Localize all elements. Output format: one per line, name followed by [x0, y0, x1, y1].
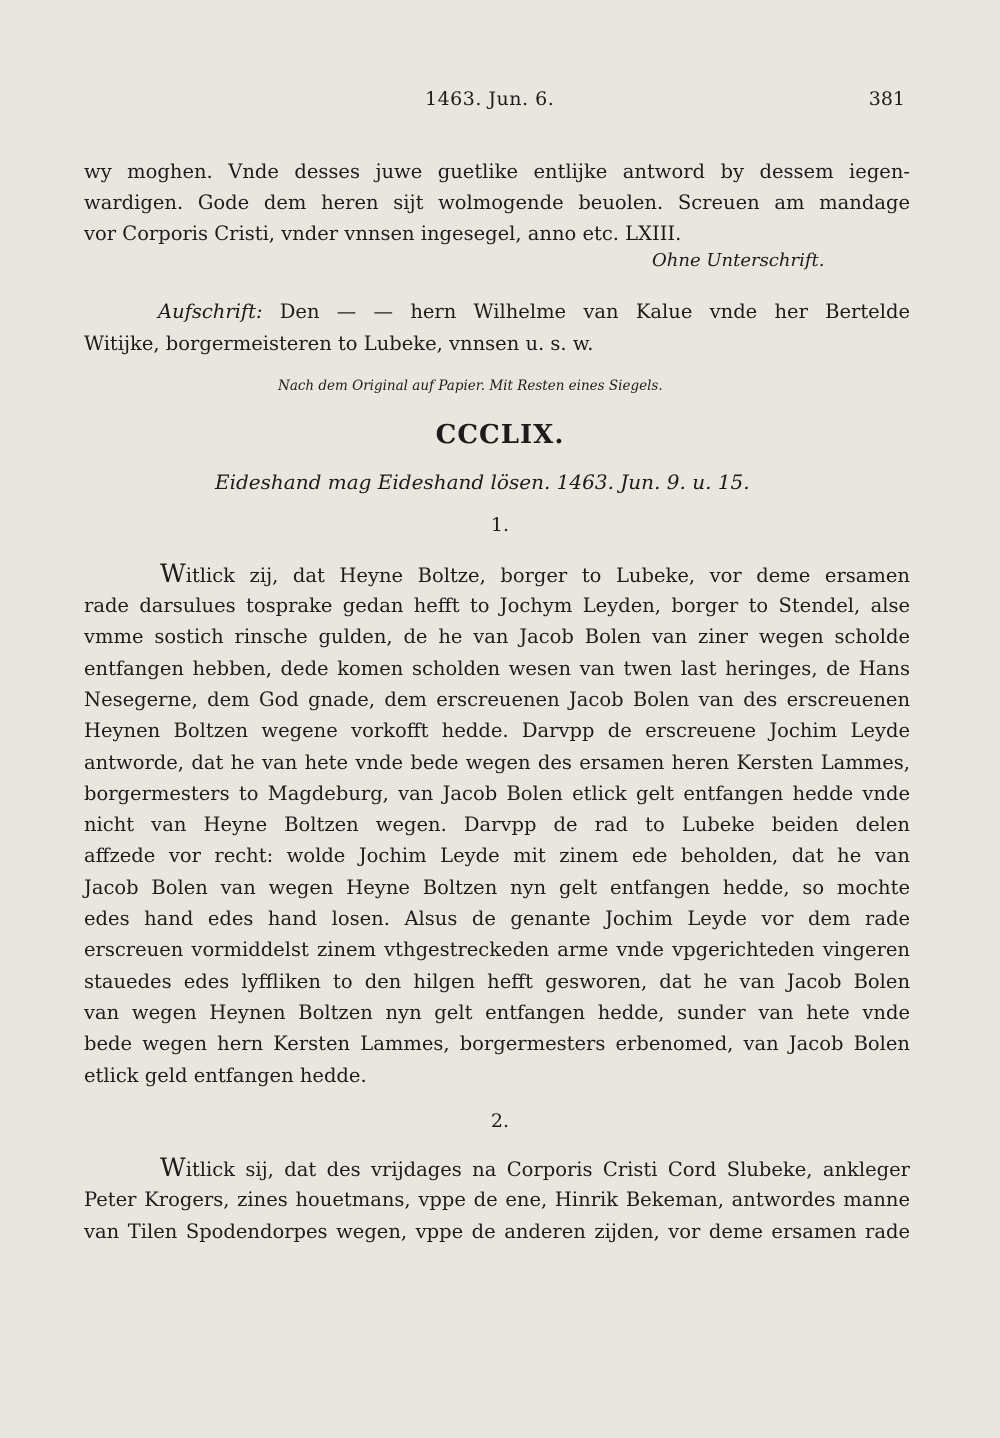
text-line: erscreuen vormiddelst zinem vthgestreckeden arme vnde vpgerichteden vingeren	[84, 938, 910, 962]
text-line: borgermesters to Magdeburg, van Jacob Bolen etlick gelt entfangen hedde vnde	[84, 781, 910, 805]
text-line: rade darsulues tosprake gedan hefft to Jochym Leyden, borger to Stendel, alse	[84, 594, 910, 617]
text-line: edes hand edes hand losen. Alsus de genante Jochim Leyde vor dem rade	[84, 907, 910, 930]
initial-letter: W	[160, 559, 186, 588]
text-line: Jacob Bolen van wegen Heyne Boltzen nyn gelt entfangen hedde, so mochte	[84, 875, 910, 899]
text-line: etlick geld entfangen hedde.	[84, 1063, 367, 1087]
text-line: itlick sij, dat des vrijdages na Corporis Cristi Cord Slubeke, ankleger	[185, 1158, 910, 1181]
text-line: bede wegen hern Kersten Lammes, borgermesters erbenomed, van Jacob Bolen	[84, 1032, 910, 1056]
text-line: Nesegerne, dem God gnade, dem erscreuenen Jacob Bolen van des erscreuenen	[84, 687, 910, 711]
text-line: van Tilen Spodendorpes wegen, vppe de anderen zijden, vor deme ersamen rade	[84, 1219, 910, 1243]
section2-first-line	[160, 1154, 910, 1184]
text-line: vor Corporis Cristi, vnder vnnsen ingesegel, anno etc. LXIII.	[84, 222, 682, 245]
section-number-1: 1.	[490, 514, 510, 536]
page-number: 381	[868, 88, 905, 110]
text-line: Peter Krogers, zines houetmans, vppe de ene, Hinrik Bekeman, antwordes manne	[84, 1188, 910, 1211]
address-line-1	[158, 298, 910, 326]
text-line: affzede vor recht: wolde Jochim Leyde mit zinem ede beholden, dat he van	[84, 844, 910, 868]
text-line: stauedes edes lyffliken to den hilgen hefft gesworen, dat he van Jacob Bolen	[84, 969, 910, 993]
source-note: Nach dem Original auf Papier. Mit Resten eines Siegels.	[278, 378, 663, 394]
header-date: 1463. Jun. 6.	[425, 88, 555, 110]
text-line: wy moghen. Vnde desses juwe guetlike entlijke antword by dessem iegen-	[84, 160, 910, 183]
section-number-2: 2.	[490, 1110, 510, 1132]
address-line-2: Witijke, borgermeisteren to Lubeke, vnnsen u. s. w.	[84, 332, 594, 355]
text-line: antworde, dat he van hete vnde bede wegen des ersamen heren Kersten Lammes,	[84, 750, 910, 774]
text-line: nicht van Heyne Boltzen wegen. Darvpp de rad to Lubeke beiden delen	[84, 813, 910, 837]
initial-letter: W	[160, 1153, 186, 1182]
text-line: Heynen Boltzen wegene vorkofft hedde. Darvpp de erscreuene Jochim Leyde	[84, 719, 910, 743]
text-line: entfangen hebben, dede komen scholden wesen van twen last heringes, de Hans	[84, 656, 910, 680]
document-subtitle: Eideshand mag Eideshand lösen. 1463. Jun. 9. u. 15.	[215, 470, 750, 494]
document-number: CCCLIX.	[435, 420, 565, 450]
text-line: van wegen Heynen Boltzen nyn gelt entfangen hedde, sunder van hete vnde	[84, 1000, 910, 1024]
address-label: Aufschrift:	[158, 300, 263, 323]
running-header	[0, 88, 1000, 118]
signature-note: Ohne Unterschrift.	[652, 250, 825, 271]
text-line: itlick zij, dat Heyne Boltze, borger to Lubeke, vor deme ersamen	[185, 564, 910, 587]
section1-first-line	[160, 560, 910, 590]
address-line-1-text: Den — — hern Wilhelme van Kalue vnde her Bertelde	[279, 300, 910, 323]
text-line: wardigen. Gode dem heren sijt wolmogende beuolen. Screuen am mandage	[84, 191, 910, 214]
text-line: vmme sostich rinsche gulden, de he van Jacob Bolen van ziner wegen scholde	[84, 625, 910, 649]
